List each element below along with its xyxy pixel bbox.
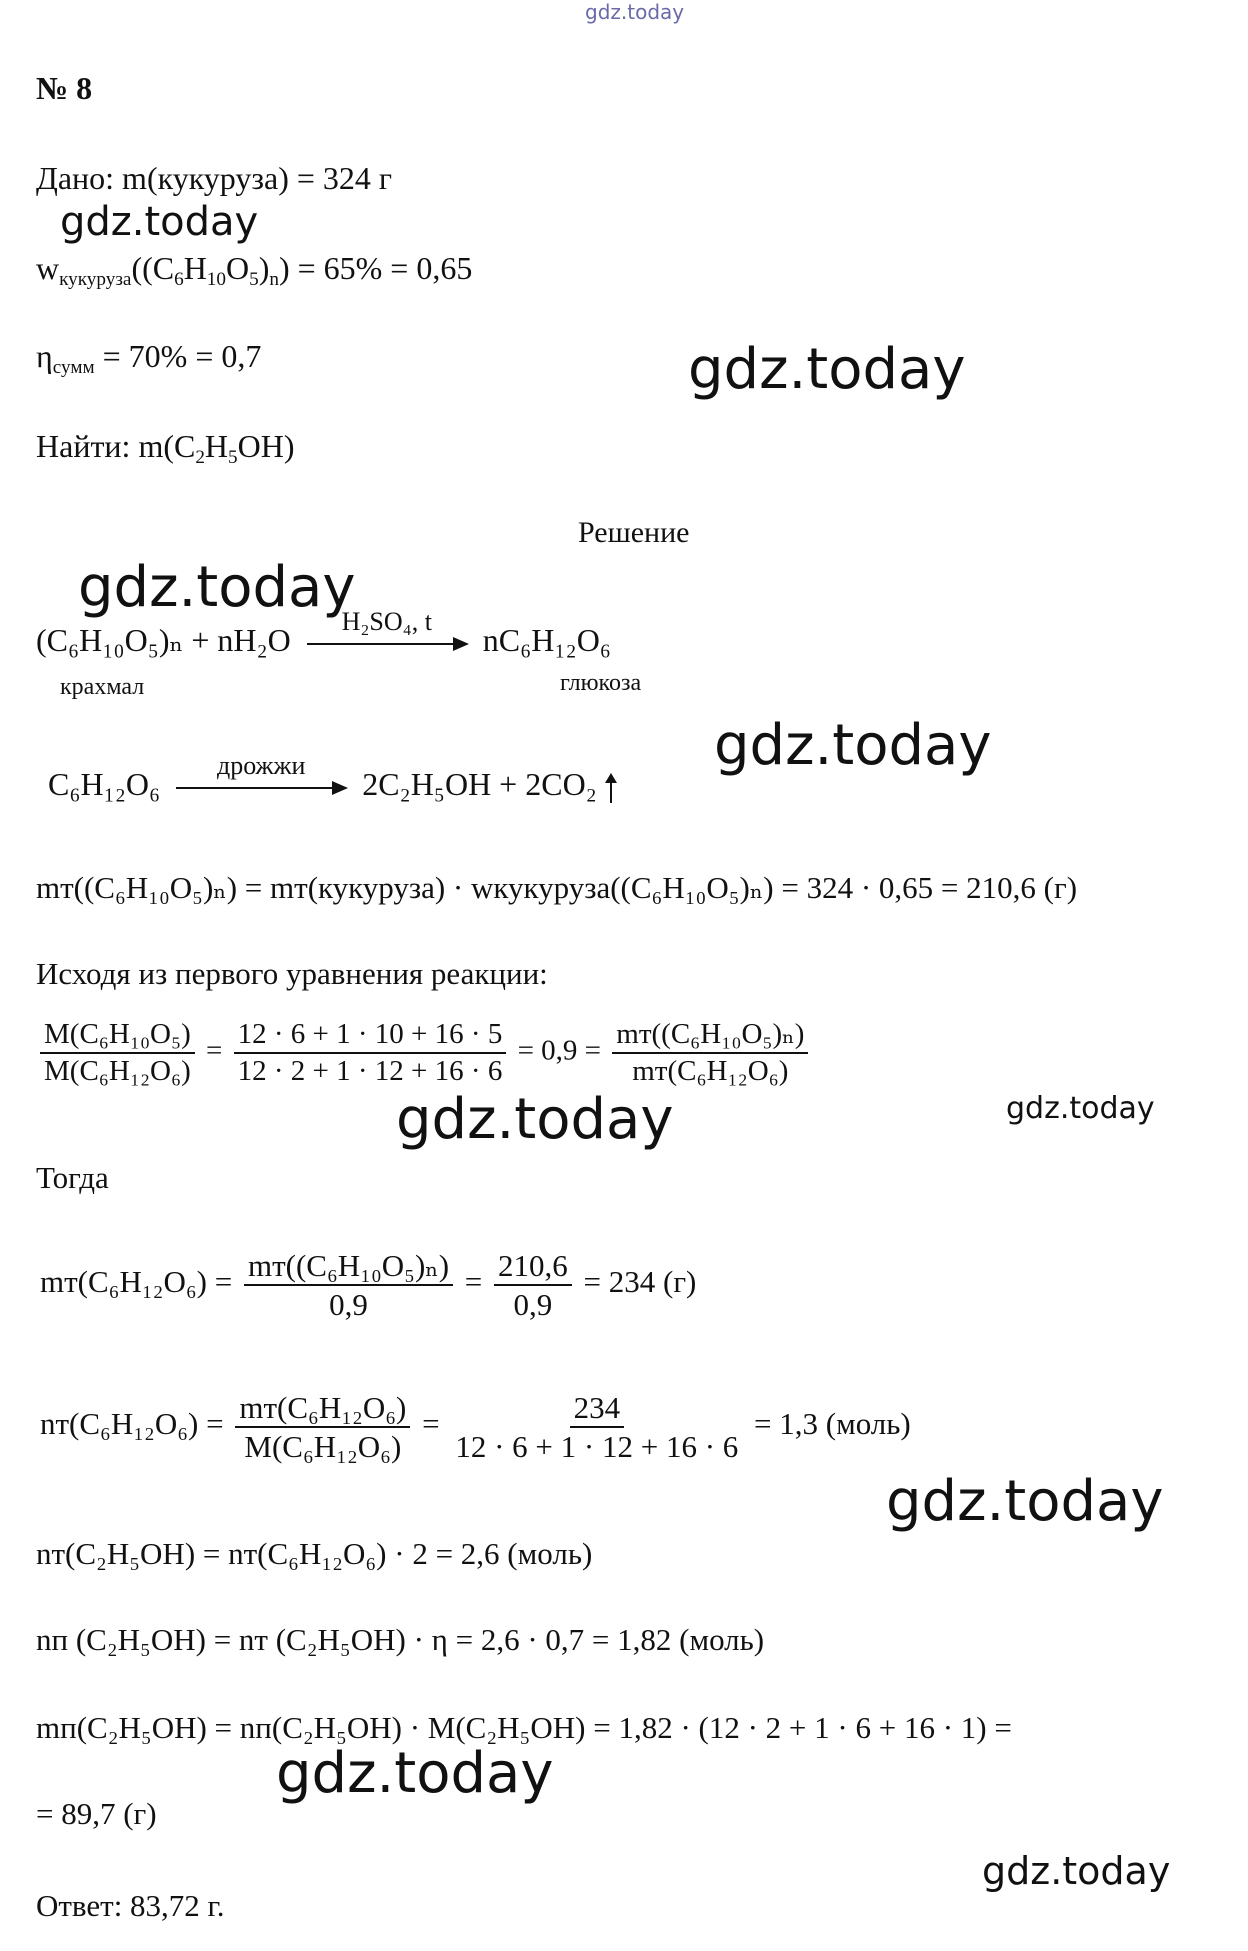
mass-fraction-line xyxy=(36,250,473,290)
sub-5: 5 xyxy=(249,268,259,290)
mass-glucose-num-2: 210,6 xyxy=(494,1250,572,1286)
mass-glucose-fraction-1 xyxy=(244,1250,453,1320)
h-letter: H xyxy=(183,250,207,286)
moles-glucose-result: = 1,3 (моль) xyxy=(754,1406,911,1442)
given-line: Дано: m(кукуруза) = 324 г xyxy=(36,160,393,196)
label-glucose: глюкоза xyxy=(560,670,642,696)
label-starch: крахмал xyxy=(60,674,145,700)
watermark: gdz.today xyxy=(714,713,992,778)
ratio-fraction-1 xyxy=(40,1020,195,1086)
moles-glucose-num-1: mт(C₆H₁₂O₆) xyxy=(235,1392,410,1428)
moles-glucose-den-1: M(C₆H₁₂O₆) xyxy=(244,1429,402,1464)
from-first-equation: Исходя из первого уравнения реакции: xyxy=(36,956,548,991)
find-prefix: Найти: m(C xyxy=(36,428,196,464)
eta-subscript: сумм xyxy=(52,356,95,378)
reaction-2-arrow xyxy=(176,750,346,789)
moles-ethanol-practical: nп (C₂H₅OH) = nт (C₂H₅OH) · η = 2,6 · 0,7 = 1,82 (моль) xyxy=(36,1622,765,1657)
watermark: gdz.today xyxy=(276,1741,554,1806)
mass-glucose xyxy=(40,1250,696,1320)
mass-ethanol-line-1: mп(C₂H₅OH) = nп(C₂H₅OH) · M(C₂H₅OH) = 1,82 · (12 · 2 + 1 · 6 + 16 · 1) = xyxy=(36,1710,1012,1745)
reaction-1 xyxy=(36,606,611,658)
o-letter: O xyxy=(225,250,250,286)
sub-10: 10 xyxy=(206,268,226,290)
eta-symbol: η xyxy=(36,338,53,374)
sub-n: n xyxy=(269,268,279,290)
mass-glucose-result: = 234 (г) xyxy=(583,1264,697,1300)
fraction-value: ) = 65% = 0,65 xyxy=(278,250,473,286)
gas-up-arrow-icon xyxy=(605,773,617,803)
eta-line xyxy=(36,338,262,378)
header-watermark: gdz.today xyxy=(585,0,685,24)
w-subscript: кукуруза xyxy=(59,268,132,290)
watermark: gdz.today xyxy=(886,1469,1164,1534)
sub-6: 6 xyxy=(174,268,184,290)
watermark: gdz.today xyxy=(396,1087,674,1152)
moles-glucose-den-2: 12 · 6 + 1 · 12 + 16 · 6 xyxy=(455,1429,739,1464)
watermark: gdz.today xyxy=(78,555,356,620)
find-line xyxy=(36,428,295,468)
ratio-den-1: M(C₆H₁₂O₆) xyxy=(44,1055,191,1087)
then-label: Тогда xyxy=(36,1160,109,1195)
moles-glucose-equals: = xyxy=(422,1406,440,1442)
mass-glucose-den-1: 0,9 xyxy=(329,1287,368,1322)
watermark: gdz.today xyxy=(60,199,259,245)
ratio-den-3: mт(C₆H₁₂O₆) xyxy=(632,1055,789,1087)
moles-glucose xyxy=(40,1392,911,1462)
reaction-1-right: nC₆H₁₂O₆ xyxy=(482,622,611,658)
ratio-value: = 0,9 = xyxy=(517,1034,602,1067)
sub-5: 5 xyxy=(228,446,238,468)
ratio-num-1: M(C₆H₁₀O₅) xyxy=(40,1020,195,1054)
mass-glucose-fraction-2 xyxy=(494,1250,572,1320)
sub-2: 2 xyxy=(195,446,205,468)
find-rest: OH) xyxy=(237,428,295,464)
watermark: gdz.today xyxy=(688,337,966,402)
ratio-num-3: mт((C₆H₁₀O₅)ₙ) xyxy=(612,1020,808,1054)
reaction-1-left: (C₆H₁₀O₅)ₙ + nH₂O xyxy=(36,622,291,658)
moles-glucose-num-2: 234 xyxy=(570,1392,625,1428)
w-symbol: w xyxy=(36,250,60,286)
watermark: gdz.today xyxy=(1006,1091,1155,1126)
ratio-den-2: 12 · 2 + 1 · 12 + 16 · 6 xyxy=(237,1055,503,1087)
reaction-2-left: C₆H₁₂O₆ xyxy=(48,766,161,802)
moles-glucose-fraction-1 xyxy=(235,1392,410,1462)
reaction-1-condition: H₂SO₄, t xyxy=(341,606,432,636)
answer-line: Ответ: 83,72 г. xyxy=(36,1888,225,1923)
formula-open: ((C xyxy=(131,250,175,286)
reaction-2-condition: дрожжи xyxy=(216,750,306,780)
ratio-fraction-2 xyxy=(234,1020,507,1086)
ratio-fraction-3 xyxy=(612,1020,808,1086)
watermark: gdz.today xyxy=(982,1849,1171,1893)
ratio-num-2: 12 · 6 + 1 · 10 + 16 · 5 xyxy=(234,1020,507,1054)
mass-glucose-num-1: mт((C₆H₁₀O₅)ₙ) xyxy=(244,1250,453,1286)
reaction-1-arrow xyxy=(307,606,467,645)
formula-close: ) xyxy=(258,250,270,286)
molar-ratio xyxy=(36,1020,812,1086)
mass-starch-line: mт((C₆H₁₀O₅)ₙ) = mт(кукуруза) · wкукуруза((C₆H₁₀O₅)ₙ) = 324 · 0,65 = 210,6 (г) xyxy=(36,870,1078,905)
reaction-2-right: 2C₂H₅OH + 2CO₂ xyxy=(362,766,597,802)
solution-title: Решение xyxy=(578,516,690,549)
h-letter: H xyxy=(204,428,229,464)
mass-glucose-den-2: 0,9 xyxy=(513,1287,553,1322)
ratio-equals: = xyxy=(206,1034,223,1067)
reaction-2 xyxy=(48,750,617,803)
mass-glucose-equals: = xyxy=(464,1264,483,1300)
moles-glucose-lhs: nт(C₆H₁₂O₆) = xyxy=(40,1406,224,1442)
task-number: № 8 xyxy=(36,70,93,106)
eta-value: = 70% = 0,7 xyxy=(94,338,262,374)
mass-ethanol-line-2: = 89,7 (г) xyxy=(36,1796,157,1831)
moles-glucose-fraction-2 xyxy=(451,1392,742,1462)
mass-glucose-lhs: mт(C₆H₁₂O₆) = xyxy=(40,1264,233,1300)
moles-ethanol-theoretical: nт(C₂H₅OH) = nт(C₆H₁₂O₆) · 2 = 2,6 (моль) xyxy=(36,1536,593,1571)
